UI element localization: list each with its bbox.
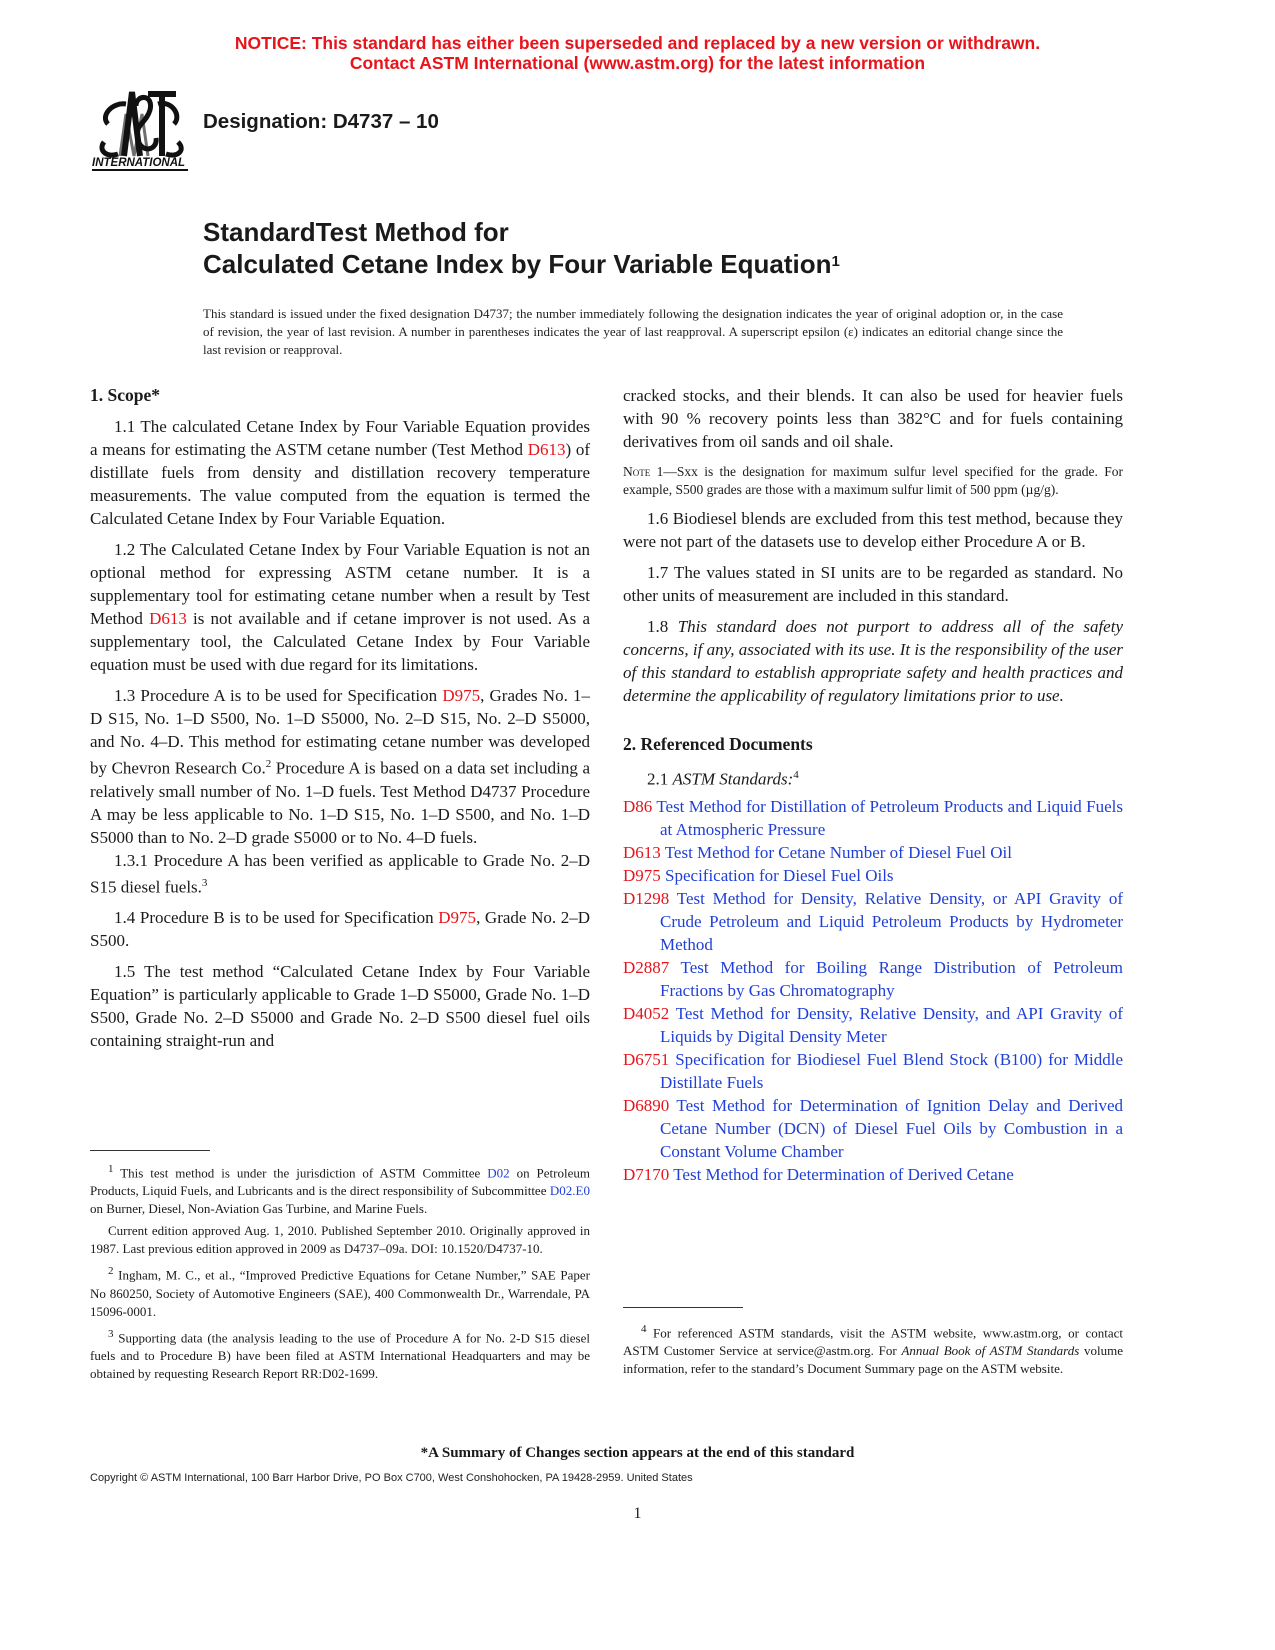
section-1-6: 1.6 Biodiesel blends are excluded from this test method, because they were not part of the datasets use to develop either Procedure A or B. [623, 509, 1123, 551]
reference-item[interactable]: D1298 Test Method for Density, Relative Density, or API Gravity of Crude Petroleum and Liquid Petroleum Products by Hydrometer Method [623, 888, 1123, 954]
reference-item[interactable]: D4052 Test Method for Density, Relative Density, and API Gravity of Liquids by Digital Density Meter [623, 1003, 1123, 1046]
reference-item[interactable]: D2887 Test Method for Boiling Range Distribution of Petroleum Fractions by Gas Chromatography [623, 957, 1123, 1000]
notice-line-1: NOTICE: This standard has either been superseded and replaced by a new version or withdrawn. [234, 33, 1041, 53]
section-1-2: 1.2 The Calculated Cetane Index by Four Variable Equation is not an optional method for expressing ASTM cetane number. It is a supplementary tool for estimating cetane number when a result by Test Method D613 is not available and if cetane improver is not used. As a supplementary tool, the Calculated Cetane Index by Four Variable equation must be used with due regard for its limitations. [90, 540, 590, 674]
section-1-1: 1.1 The calculated Cetane Index by Four Variable Equation provides a means for estimating the ASTM cetane number (Test Method D613) of distillate fuels from density and distillation recovery temperature measurements. The value computed from the equation is termed the Calculated Cetane Index by Four Variable Equation. [90, 417, 590, 528]
section-1-3: 1.3 Procedure A is to be used for Specification D975, Grades No. 1–D S15, No. 1–D S500, No. 1–D S5000, No. 2–D S15, No. 2–D S5000, and No. 4–D. This method for estimating cetane number was developed by Chevron Research Co.$^2$ Procedure A is based on a data set including a relatively small number of No. 1–D fuels. Test Method D4737 Procedure A may be less applicable to No. 1–D S15, No. 1–D S500, and No. 1–D S5000 than to No. 2–D grade S5000 or to No. 4–D fuels. [90, 686, 590, 847]
footnote-3: $^3$ Supporting data (the analysis leading to the use of Procedure A for No. 2-D S15 diesel fuels and to Procedure B) have been filed at ASTM International Headquarters and may be obtained by requesting Research Report RR:D02-1699. [90, 1327, 590, 1381]
page-number: 1 [633, 1505, 642, 1522]
reference-item[interactable]: D613 Test Method for Cetane Number of Diesel Fuel Oil [623, 842, 1012, 862]
reference-item[interactable]: D7170 Test Method for Determination of Derived Cetane [623, 1164, 1014, 1184]
reference-item[interactable]: D6751 Specification for Biodiesel Fuel Blend Stock (B100) for Middle Distillate Fuels [623, 1049, 1123, 1092]
section-1-3-1: 1.3.1 Procedure A has been verified as applicable to Grade No. 2–D S15 diesel fuels.$^3$ [90, 850, 590, 897]
right-column [623, 384, 1123, 1186]
committee-d02-link[interactable]: D02 [487, 1165, 510, 1181]
ref-link-d613[interactable]: D613 [527, 440, 566, 459]
section-1-8: 1.8 This standard does not purport to address all of the safety concerns, if any, associated with its use. It is the responsibility of the user of this standard to establish appropriate safety and health practices and determine the applicability of regulatory limitations prior to use. [623, 617, 1123, 705]
footnotes-left [90, 1160, 590, 1383]
copyright-line: Copyright © ASTM International, 100 Barr Harbor Drive, PO Box C700, West Conshohocken, PA 19428-2959. United States [90, 1472, 693, 1484]
title-line-1: StandardTest Method for [203, 217, 509, 247]
edition-info: Current edition approved Aug. 1, 2010. Published September 2010. Originally approved in 1987. Last previous edition approved in 2009 as D4737–09a. DOI: 10.1520/D4737-10. [90, 1223, 590, 1257]
footnote-divider-right [623, 1307, 743, 1308]
footnote-2: $^2$ Ingham, M. C., et al., “Improved Predictive Equations for Cetane Number,” SAE Paper No 860250, Society of Automotive Engineers (SAE), 400 Commonwealth Dr., Warrendale, PA 15096-0001. [90, 1265, 590, 1319]
subcommittee-d02e0-link[interactable]: D02.E0 [549, 1183, 590, 1199]
title-line-2 [203, 248, 840, 280]
ref-link-d975[interactable]: D975 [442, 686, 481, 705]
left-column [90, 384, 590, 1052]
footnote-divider-left [90, 1150, 210, 1151]
referenced-documents-heading: 2. Referenced Documents [623, 734, 813, 754]
title-line-2-text: Calculated Cetane Index by Four Variable Equation [203, 249, 832, 279]
designation: Designation: D4737 – 10 [203, 110, 439, 133]
summary-of-changes-note: *A Summary of Changes section appears at the end of this standard [420, 1445, 855, 1461]
footnote-mark-2: 2 [265, 758, 272, 770]
page-title [203, 216, 840, 280]
reference-item[interactable]: D975 Specification for Diesel Fuel Oils [623, 865, 894, 885]
logo-international-text: INTERNATIONAL [92, 157, 186, 169]
astm-logo-icon [92, 84, 192, 180]
note-1: Note 1—Sxx is the designation for maximum sulfur level specified for the grade. For example, S500 grades are those with a maximum sulfur limit of 500 ppm (µg/g). [623, 464, 1123, 497]
section-1-5: 1.5 The test method “Calculated Cetane Index by Four Variable Equation” is particularly applicable to Grade 1–D S5000, Grade No. 1–D S500, Grade No. 2–D S5000 and Grade No. 2–D S500 diesel fuel oils containing straight-run and [90, 962, 590, 1051]
section-1-5-continued: cracked stocks, and their blends. It can also be used for heavier fuels with 90 % recovery points less than 382°C and for fuels containing derivatives from oil sands and oil shale. [623, 386, 1123, 451]
title-footnote-mark: 1 [831, 253, 840, 270]
section-1-4: 1.4 Procedure B is to be used for Specification D975, Grade No. 2–D S500. [90, 908, 590, 951]
reference-list [623, 795, 1123, 1186]
footnote-4: $^4$ For referenced ASTM standards, visit the ASTM website, www.astm.org, or contact ASTM Customer Service at service@astm.org. For Annual Book of ASTM Standards volume information, refer to the standard’s Document Summary page on the ASTM website. [623, 1323, 1123, 1377]
footnote-1: $^1$ This test method is under the jurisdiction of ASTM Committee D02 on Petroleum Products, Liquid Fuels, and Lubricants and is the direct responsibility of Subcommittee D02.E0 on Burner, Diesel, Non-Aviation Gas Turbine, and Marine Fuels. [90, 1163, 590, 1217]
ref-link-d613[interactable]: D613 [149, 609, 187, 628]
footnotes-right [623, 1320, 1123, 1378]
reference-item[interactable]: D86 Test Method for Distillation of Petroleum Products and Liquid Fuels at Atmospheric Pressure [623, 796, 1123, 839]
reference-item[interactable]: D6890 Test Method for Determination of Ignition Delay and Derived Cetane Number (DCN) of Diesel Fuel Oils by Combustion in a Constant Volume Chamber [623, 1095, 1123, 1161]
astm-standards-label: 2.1 ASTM Standards:$^4$ [647, 769, 799, 789]
scope-heading: 1. Scope* [90, 385, 160, 405]
withdrawal-notice [0, 33, 1275, 73]
section-1-7: 1.7 The values stated in SI units are to be regarded as standard. No other units of measurement are included in this standard. [623, 563, 1123, 605]
notice-line-2: Contact ASTM International (www.astm.org) for the latest information [349, 53, 926, 73]
footnote-mark-3: 3 [201, 876, 208, 889]
issuance-note: This standard is issued under the fixed designation D4737; the number immediately following the designation indicates the year of original adoption or, in the case of revision, the year of last revision. A number in parentheses indicates the year of last reapproval. A superscript epsilon (ε) indicates an editorial change since the last revision or reapproval. [203, 306, 1063, 357]
ref-link-d975[interactable]: D975 [438, 908, 477, 928]
